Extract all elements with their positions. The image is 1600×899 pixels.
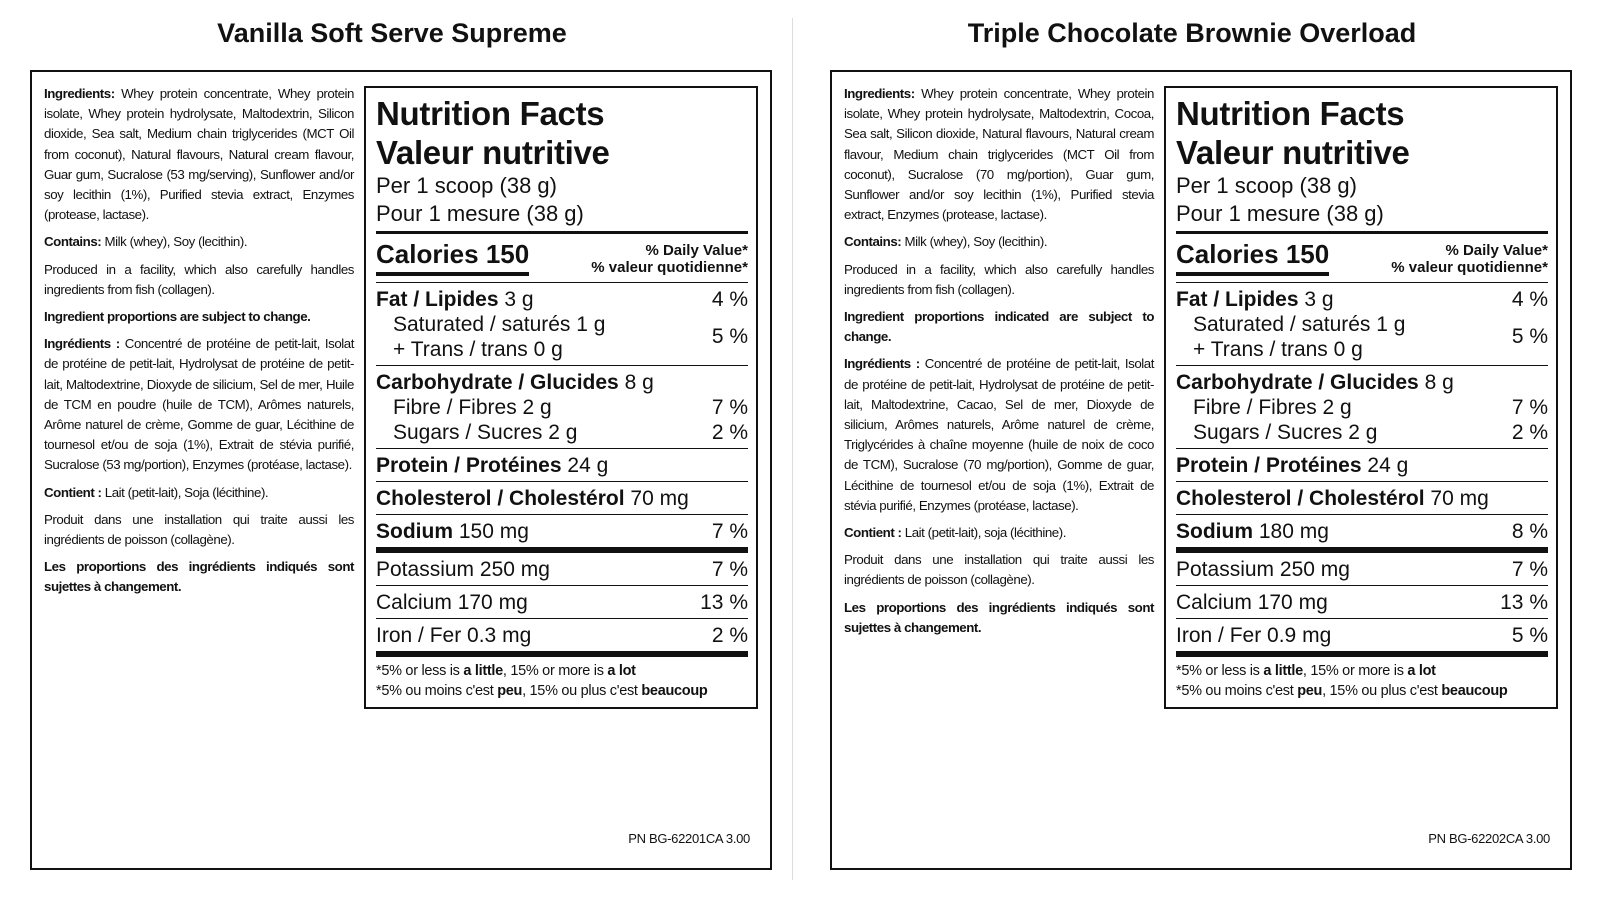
sodium-value: 180 mg: [1258, 520, 1329, 543]
protein-value: 24 g: [1367, 454, 1409, 477]
calcium-row: [1176, 590, 1548, 615]
footnote-fr-b: peu: [497, 683, 523, 699]
nf-title-fr: Valeur nutritive: [1176, 134, 1410, 171]
calories-label: Calories 150: [1176, 239, 1329, 276]
fibre-row: [1176, 395, 1548, 420]
serving-size-en: Per 1 scoop (38 g): [1176, 173, 1357, 198]
ingredients-en: [844, 84, 1154, 225]
protein-label: Protein / Protéines: [1176, 454, 1362, 477]
footnote-en-b: a little: [463, 663, 503, 679]
change-fr: [44, 557, 354, 597]
sugars-label: Sugars / Sucres: [393, 421, 543, 444]
ingredients-text: [44, 84, 354, 605]
nf-rule-thick: [376, 651, 748, 657]
footnote-fr: [1176, 681, 1548, 701]
fat-label: Fat / Lipides: [376, 288, 499, 311]
nf-rule: [376, 618, 748, 619]
footnote-en-c: , 15% or more is: [502, 663, 608, 679]
sodium-pct: 8 %: [1511, 520, 1548, 543]
facility-en: Produced in a facility, which also carefully handles ingredients from fish (collagen).: [844, 261, 1154, 297]
nutrition-facts-table: [1164, 86, 1558, 709]
contains-en-label: Contains:: [844, 234, 902, 250]
contains-en: [844, 232, 1154, 252]
iron-value: 0.9 mg: [1267, 624, 1332, 647]
ingredients-en: [44, 84, 354, 225]
calcium-value: 170 mg: [1257, 591, 1328, 614]
daily-value-header: [1391, 242, 1548, 276]
ingredients-fr-text: Concentré de protéine de petit-lait, Isolat de protéine de petit-lait, Hydrolysat de protéine de petit-lait, Maltodextrine, Cacao, Sel de mer, Dioxyde de silicium, Arômes naturels, Arôme naturel de crème, Triglycérides à chaîne moyenne (huile de noix de coco de TCM), Sucralose (70 mg/portion), Gomme de guar, Lécithine de tournesol et/ou de soja (1%), Extrait de stévia purifié, Enzymes (protéase, lactase).: [844, 356, 1154, 513]
cholesterol-value: 70 mg: [630, 487, 689, 510]
iron-pct: 5 %: [1511, 624, 1548, 647]
nf-rule: [1176, 481, 1548, 482]
protein-row: [376, 453, 748, 478]
protein-value: 24 g: [567, 454, 609, 477]
footnote-en-b: a little: [1263, 663, 1303, 679]
fat-pct: 4 %: [711, 288, 748, 311]
sodium-label: Sodium: [376, 520, 453, 543]
iron-row: [1176, 623, 1548, 648]
product-column: [800, 0, 1584, 899]
sugars-row: [376, 420, 748, 445]
footnote-en: [376, 661, 748, 681]
nf-rule: [376, 481, 748, 482]
trans-row: [1176, 337, 1548, 362]
carb-label: Carbohydrate / Glucides: [1176, 371, 1419, 394]
product-column: [0, 0, 784, 899]
iron-label: Iron / Fer: [1176, 624, 1262, 647]
product-title: Vanilla Soft Serve Supreme: [217, 18, 567, 48]
contains-en-text: Milk (whey), Soy (lecithin).: [901, 234, 1048, 250]
nf-rule: [376, 448, 748, 449]
nf-rule: [1176, 448, 1548, 449]
dv-fr: % valeur quotidienne*: [591, 259, 748, 276]
cholesterol-label: Cholesterol / Cholestérol: [1176, 487, 1425, 510]
nf-title-en: Nutrition Facts: [1176, 95, 1405, 132]
dv-fr: % valeur quotidienne*: [1391, 259, 1548, 276]
saturated-pct: 5 %: [1511, 325, 1548, 348]
ingredients-en-text: Whey protein concentrate, Whey protein isolate, Whey protein hydrolysate, Maltodextrin, Cocoa, Sea salt, Silicon dioxide, Natural flavours, Natural cream flavour, Medium chain triglycerides (MCT Oil from coconut), Sucralose (70 mg/portion), Guar gum, Sunflower and/or soy lecithin (1%), Purified stevia extract, Enzymes (protease, lactase).: [844, 86, 1154, 223]
change-en-text: Ingredient proportions are subject to change.: [44, 309, 311, 325]
nf-rule-thick: [1176, 547, 1548, 553]
fibre-label: Fibre / Fibres: [393, 396, 517, 419]
fibre-value: 2 g: [522, 396, 552, 419]
carb-row: [1176, 370, 1548, 395]
contains-fr-text: Lait (petit-lait), Soja (lécithine).: [101, 484, 269, 500]
fat-row: [1176, 287, 1548, 312]
nf-rule: [1176, 365, 1548, 366]
nf-rule: [1176, 282, 1548, 283]
ingredients-text: [844, 84, 1154, 645]
contains-fr-label: Contient :: [44, 484, 102, 500]
fibre-value: 2 g: [1322, 396, 1352, 419]
nf-rule-thick: [376, 547, 748, 553]
ingredients-fr: [844, 354, 1154, 516]
footnote-en-d: a lot: [607, 663, 636, 679]
contains-en-text: Milk (whey), Soy (lecithin).: [101, 234, 248, 250]
saturated-pct: 5 %: [711, 325, 748, 348]
change-fr-text: Les proportions des ingrédients indiqués sont sujettes à changement.: [44, 559, 354, 595]
facility-fr: Produit dans une installation qui traite aussi les ingrédients de poisson (collagène).: [44, 511, 354, 548]
calcium-row: [376, 590, 748, 615]
change-en-text: Ingredient proportions indicated are subject to change.: [844, 309, 1154, 345]
footnote-fr-b: peu: [1297, 683, 1323, 699]
serving-size-en: Per 1 scoop (38 g): [376, 173, 557, 198]
nf-rule: [1176, 585, 1548, 586]
sodium-pct: 7 %: [711, 520, 748, 543]
fat-value: 3 g: [504, 288, 534, 311]
calcium-value: 170 mg: [457, 591, 528, 614]
sugars-pct: 2 %: [711, 421, 748, 444]
ingredients-en-label: Ingredients:: [844, 86, 915, 101]
daily-value-header: [591, 242, 748, 276]
saturated-row: [1176, 312, 1548, 348]
ingredients-fr-label: Ingrédients :: [844, 356, 920, 372]
sodium-row: [1176, 519, 1548, 544]
ingredients-en-label: Ingredients:: [44, 86, 115, 101]
sodium-row: [376, 519, 748, 544]
contains-en: [44, 232, 354, 252]
saturated-label: Saturated / saturés: [1193, 313, 1371, 336]
nf-rule: [376, 514, 748, 515]
sugars-value: 2 g: [1348, 421, 1378, 444]
contains-fr-text: Lait (petit-lait), soja (lécithine).: [901, 525, 1066, 541]
facility-fr: Produit dans une installation qui traite aussi les ingrédients de poisson (collagène).: [844, 552, 1154, 588]
potassium-row: [1176, 557, 1548, 582]
carb-label: Carbohydrate / Glucides: [376, 371, 619, 394]
calories-row: [376, 234, 748, 276]
part-number: PN BG-62202CA 3.00: [1428, 831, 1550, 846]
carb-value: 8 g: [624, 371, 654, 394]
footnote-fr: [376, 681, 748, 701]
nf-rule: [1176, 514, 1548, 515]
footnote-en-c: , 15% or more is: [1302, 663, 1408, 679]
nutrition-facts-table: [364, 86, 758, 709]
column-divider: [792, 18, 793, 880]
footnote-en-a: *5% or less is: [376, 663, 464, 679]
potassium-value: 250 mg: [479, 558, 550, 581]
sodium-value: 150 mg: [458, 520, 529, 543]
cholesterol-value: 70 mg: [1430, 487, 1489, 510]
fat-pct: 4 %: [1511, 288, 1548, 311]
saturated-value: 1 g: [1376, 313, 1406, 336]
saturated-row: [376, 312, 748, 348]
fat-value: 3 g: [1304, 288, 1334, 311]
ingredients-en-text: Whey protein concentrate, Whey protein isolate, Whey protein hydrolysate, Maltodextrin, Silicon dioxide, Sea salt, Medium chain triglycerides (MCT Oil from coconut), Natural flavours, Natural cream flavour, Guar gum, Sucralose (53 mg/serving), Sunflower and/or soy lecithin (1%), Purified stevia extract, Enzymes (protease, lactase).: [44, 86, 354, 223]
iron-row: [376, 623, 748, 648]
potassium-pct: 7 %: [711, 558, 748, 581]
fat-label: Fat / Lipides: [1176, 288, 1299, 311]
product-title: Triple Chocolate Brownie Overload: [967, 18, 1417, 48]
footnote-en-a: *5% or less is: [1176, 663, 1264, 679]
sodium-label: Sodium: [1176, 520, 1253, 543]
potassium-pct: 7 %: [1511, 558, 1548, 581]
footnote-fr-a: *5% ou moins c'est: [376, 683, 498, 699]
carb-value: 8 g: [1424, 371, 1454, 394]
contains-fr: [44, 483, 354, 503]
sugars-value: 2 g: [548, 421, 578, 444]
calcium-pct: 13 %: [700, 591, 748, 614]
nf-rule-thick: [1176, 651, 1548, 657]
footnote-fr-d: beaucoup: [1441, 683, 1508, 699]
facility-en: Produced in a facility, which also carefully handles ingredients from fish (collagen).: [44, 261, 354, 297]
ingredients-fr-text: Concentré de protéine de petit-lait, Isolat de protéine de petit-lait, Hydrolysat de protéine de petit-lait, Maltodextrine, Dioxyde de silicium, Sel de mer, Huile de TCM en poudre (huile de TCM), Arômes naturels, Arôme naturel de crème, Gomme de guar, Lécithine de tournesol et/ou de soja (1%), Extrait de stévia purifié, Sucralose (53 mg/portion), Enzymes (protéase, lactase).: [44, 336, 354, 473]
iron-value: 0.3 mg: [467, 624, 532, 647]
nf-rule: [1176, 618, 1548, 619]
product-label-panel: [30, 70, 772, 870]
footnote-fr-c: , 15% ou plus c'est: [522, 683, 642, 699]
serving-size-fr: Pour 1 mesure (38 g): [376, 201, 584, 226]
potassium-label: Potassium: [376, 558, 475, 581]
potassium-label: Potassium: [1176, 558, 1275, 581]
contains-en-label: Contains:: [44, 234, 102, 250]
cholesterol-row: [1176, 486, 1548, 511]
trans-value: 0 g: [533, 338, 563, 361]
dv-en: % Daily Value*: [645, 242, 748, 259]
fibre-pct: 7 %: [711, 396, 748, 419]
serving-size-fr: Pour 1 mesure (38 g): [1176, 201, 1384, 226]
ingredients-fr-label: Ingrédients :: [44, 336, 120, 352]
nf-rule: [376, 282, 748, 283]
carb-row: [376, 370, 748, 395]
protein-label: Protein / Protéines: [376, 454, 562, 477]
calories-label: Calories 150: [376, 239, 529, 276]
calcium-pct: 13 %: [1500, 591, 1548, 614]
contains-fr-label: Contient :: [844, 525, 902, 541]
change-en: [844, 307, 1154, 347]
trans-label: + Trans / trans: [393, 338, 528, 361]
product-label-panel: [830, 70, 1572, 870]
calcium-label: Calcium: [1176, 591, 1252, 614]
protein-row: [1176, 453, 1548, 478]
trans-label: + Trans / trans: [1193, 338, 1328, 361]
change-fr-text: Les proportions des ingrédients indiqués sont sujettes à changement.: [844, 599, 1154, 635]
calcium-label: Calcium: [376, 591, 452, 614]
fibre-row: [376, 395, 748, 420]
iron-pct: 2 %: [711, 624, 748, 647]
part-number: PN BG-62201CA 3.00: [628, 831, 750, 846]
cholesterol-row: [376, 486, 748, 511]
sugars-label: Sugars / Sucres: [1193, 421, 1343, 444]
sugars-pct: 2 %: [1511, 421, 1548, 444]
saturated-label: Saturated / saturés: [393, 313, 571, 336]
footnote-en: [1176, 661, 1548, 681]
change-en: [44, 307, 354, 327]
trans-value: 0 g: [1333, 338, 1363, 361]
contains-fr: [844, 523, 1154, 543]
sugars-row: [1176, 420, 1548, 445]
footnote-fr-d: beaucoup: [641, 683, 708, 699]
footnote-fr-c: , 15% ou plus c'est: [1322, 683, 1442, 699]
potassium-value: 250 mg: [1279, 558, 1350, 581]
saturated-value: 1 g: [576, 313, 606, 336]
trans-row: [376, 337, 748, 362]
nf-title-fr: Valeur nutritive: [376, 134, 610, 171]
nf-title-en: Nutrition Facts: [376, 95, 605, 132]
potassium-row: [376, 557, 748, 582]
fibre-label: Fibre / Fibres: [1193, 396, 1317, 419]
nf-rule: [376, 585, 748, 586]
footnote-en-d: a lot: [1407, 663, 1436, 679]
fat-row: [376, 287, 748, 312]
cholesterol-label: Cholesterol / Cholestérol: [376, 487, 625, 510]
ingredients-fr: [44, 334, 354, 475]
footnote-fr-a: *5% ou moins c'est: [1176, 683, 1298, 699]
nf-rule: [376, 365, 748, 366]
calories-row: [1176, 234, 1548, 276]
change-fr: [844, 598, 1154, 638]
fibre-pct: 7 %: [1511, 396, 1548, 419]
iron-label: Iron / Fer: [376, 624, 462, 647]
dv-en: % Daily Value*: [1445, 242, 1548, 259]
